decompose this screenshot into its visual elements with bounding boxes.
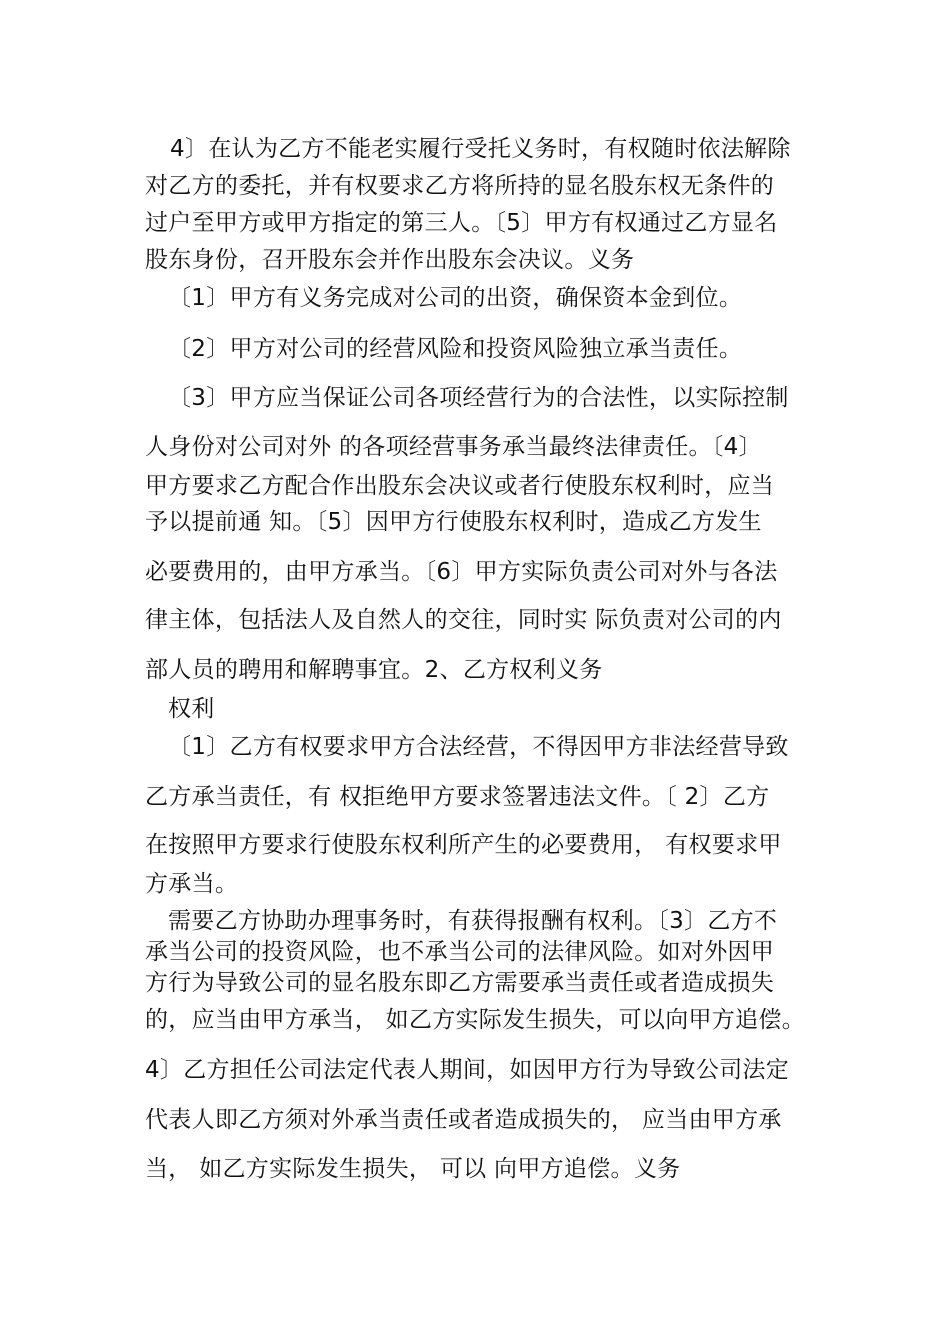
text-line: 部人员的聘用和解聘事宜。2、乙方权利义务 <box>145 657 603 683</box>
text-line: 承当公司的投资风险，也不承当公司的法律风险。如对外因甲 <box>145 939 775 965</box>
text-line: 律主体，包括法人及自然人的交往，同时实 际负责对公司的内 <box>145 607 782 633</box>
text-line: 在按照甲方要求行使股东权利所产生的必要费用， 有权要求甲 <box>145 832 782 858</box>
text-line: 乙方承当责任，有 权拒绝甲方要求签署违法文件。〔 2〕乙方 <box>145 784 770 810</box>
text-line: 过户至甲方或甲方指定的第三人。〔5〕甲方有权通过乙方显名 <box>145 210 778 236</box>
text-line: 方承当。 <box>145 871 239 897</box>
text-line: 〔3〕甲方应当保证公司各项经营行为的合法性，以实际控制 <box>168 385 789 411</box>
text-line: 〔1〕甲方有义务完成对公司的出资，确保资本金到位。 <box>168 285 743 311</box>
text-line: 当， 如乙方实际发生损失， 可以 向甲方追偿。义务 <box>145 1156 681 1182</box>
text-line: 股东身份，召开股东会并作出股东会决议。义务 <box>145 247 635 273</box>
text-line: 的，应当由甲方承当， 如乙方实际发生损失，可以向甲方追偿。 <box>145 1007 806 1033</box>
text-line: 需要乙方协助办理事务时，有获得报酬有权利。〔3〕乙方不 <box>168 908 778 934</box>
text-line: 代表人即乙方须对外承当责任或者造成损失的， 应当由甲方承 <box>145 1107 782 1133</box>
text-line: 甲方要求乙方配合作出股东会决议或者行使股东权利时，应当 <box>145 473 775 499</box>
text-line: 4〕乙方担任公司法定代表人期间，如因甲方行为导致公司法定 <box>145 1057 790 1083</box>
text-line: 权利 <box>168 696 215 722</box>
text-line: 予以提前通 知。〔5〕因甲方行使股东权利时，造成乙方发生 <box>145 509 762 535</box>
text-line: 对乙方的委托，并有权要求乙方将所持的显名股东权无条件的 <box>145 173 775 199</box>
text-line: 人身份对公司对外 的各项经营事务承当最终法律责任。〔4〕 <box>145 434 762 460</box>
text-line: 4〕在认为乙方不能老实履行受托义务时，有权随时依法解除 <box>170 136 791 162</box>
text-line: 必要费用的，由甲方承当。〔6〕甲方实际负责公司对外与各法 <box>145 559 778 585</box>
text-line: 〔1〕乙方有权要求甲方合法经营，不得因甲方非法经营导致 <box>168 734 789 760</box>
text-line: 方行为导致公司的显名股东即乙方需要承当责任或者造成损失 <box>145 970 775 996</box>
text-line: 〔2〕甲方对公司的经营风险和投资风险独立承当责任。 <box>168 336 743 362</box>
